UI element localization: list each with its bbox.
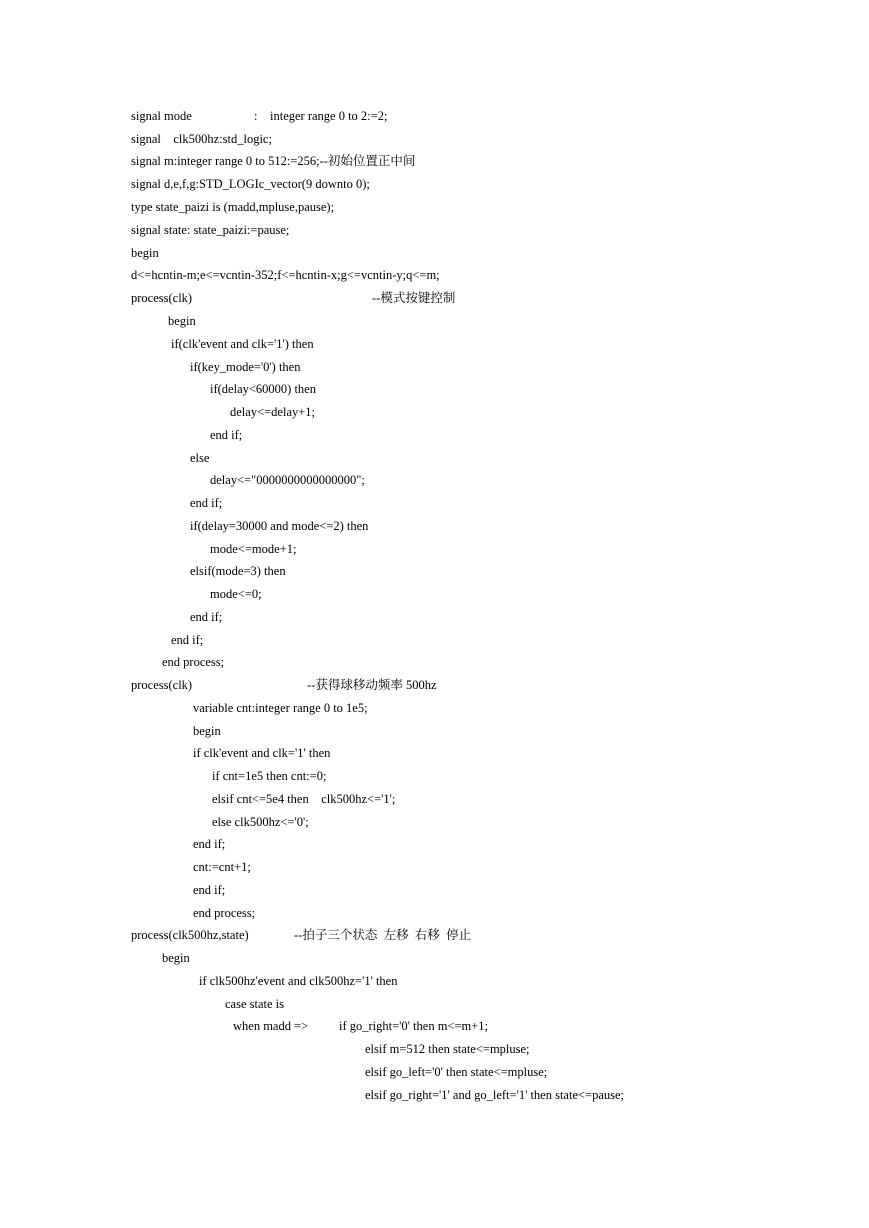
code-line: if(clk'event and clk='1') then xyxy=(171,337,314,351)
code-line: elsif(mode=3) then xyxy=(190,564,286,578)
code-line: else xyxy=(190,451,210,465)
code-comment: --模式按键控制 xyxy=(372,291,456,305)
code-line: end process; xyxy=(162,655,225,669)
code-line: signal clk500hz:std_logic; xyxy=(131,132,272,146)
code-line: signal m:integer range 0 to 512:=256;--初始位置正中间 xyxy=(131,154,416,168)
code-line: end if; xyxy=(171,633,204,647)
code-line: : xyxy=(254,109,258,123)
code-line: end if; xyxy=(193,837,226,851)
code-line: process(clk) xyxy=(131,291,193,305)
code-line: integer range 0 to 2:=2; xyxy=(270,109,388,123)
code-line: else clk500hz<='0'; xyxy=(212,815,309,829)
code-line: delay<=delay+1; xyxy=(230,405,316,419)
code-line: d<=hcntin-m;e<=vcntin-352;f<=hcntin-x;g<=vcntin-y;q<=m; xyxy=(131,268,440,282)
code-line: case state is xyxy=(225,997,285,1011)
code-line: variable cnt:integer range 0 to 1e5; xyxy=(193,701,368,715)
code-line: begin xyxy=(168,314,196,328)
code-line: if clk'event and clk='1' then xyxy=(193,746,331,760)
code-line: cnt:=cnt+1; xyxy=(193,860,251,874)
code-line: end if; xyxy=(193,883,226,897)
code-line: if(key_mode='0') then xyxy=(190,360,301,374)
code-line: end if; xyxy=(190,610,223,624)
code-line: signal state: state_paizi:=pause; xyxy=(131,223,290,237)
code-line: process(clk) xyxy=(131,678,193,692)
code-line: begin xyxy=(193,724,221,738)
code-line: mode<=0; xyxy=(210,587,262,601)
code-line: process(clk500hz,state) xyxy=(131,928,249,942)
code-line: elsif go_left='0' then state<=mpluse; xyxy=(365,1065,548,1079)
code-line: end if; xyxy=(190,496,223,510)
code-line: elsif cnt<=5e4 then clk500hz<='1'; xyxy=(212,792,396,806)
code-line: signal mode xyxy=(131,109,192,123)
code-line: if(delay=30000 and mode<=2) then xyxy=(190,519,369,533)
code-line: type state_paizi is (madd,mpluse,pause); xyxy=(131,200,335,214)
code-line: if go_right='0' then m<=m+1; xyxy=(339,1019,489,1033)
code-line: begin xyxy=(131,246,159,260)
code-line: when madd => xyxy=(233,1019,309,1033)
code-line: if clk500hz'event and clk500hz='1' then xyxy=(199,974,398,988)
code-line: end if; xyxy=(210,428,243,442)
code-line: end process; xyxy=(193,906,256,920)
code-comment: --获得球移动频率 500hz xyxy=(307,678,437,692)
code-line: elsif go_right='1' and go_left='1' then state<=pause; xyxy=(365,1088,625,1102)
code-line: if(delay<60000) then xyxy=(210,382,316,396)
code-line: if cnt=1e5 then cnt:=0; xyxy=(212,769,327,783)
code-comment: --拍子三个状态 左移 右移 停止 xyxy=(294,928,472,942)
code-line: delay<="0000000000000000"; xyxy=(210,473,365,487)
code-line: mode<=mode+1; xyxy=(210,542,297,556)
code-line: elsif m=512 then state<=mpluse; xyxy=(365,1042,530,1056)
code-line: signal d,e,f,g:STD_LOGIc_vector(9 downto 0); xyxy=(131,177,370,191)
code-line: begin xyxy=(162,951,190,965)
